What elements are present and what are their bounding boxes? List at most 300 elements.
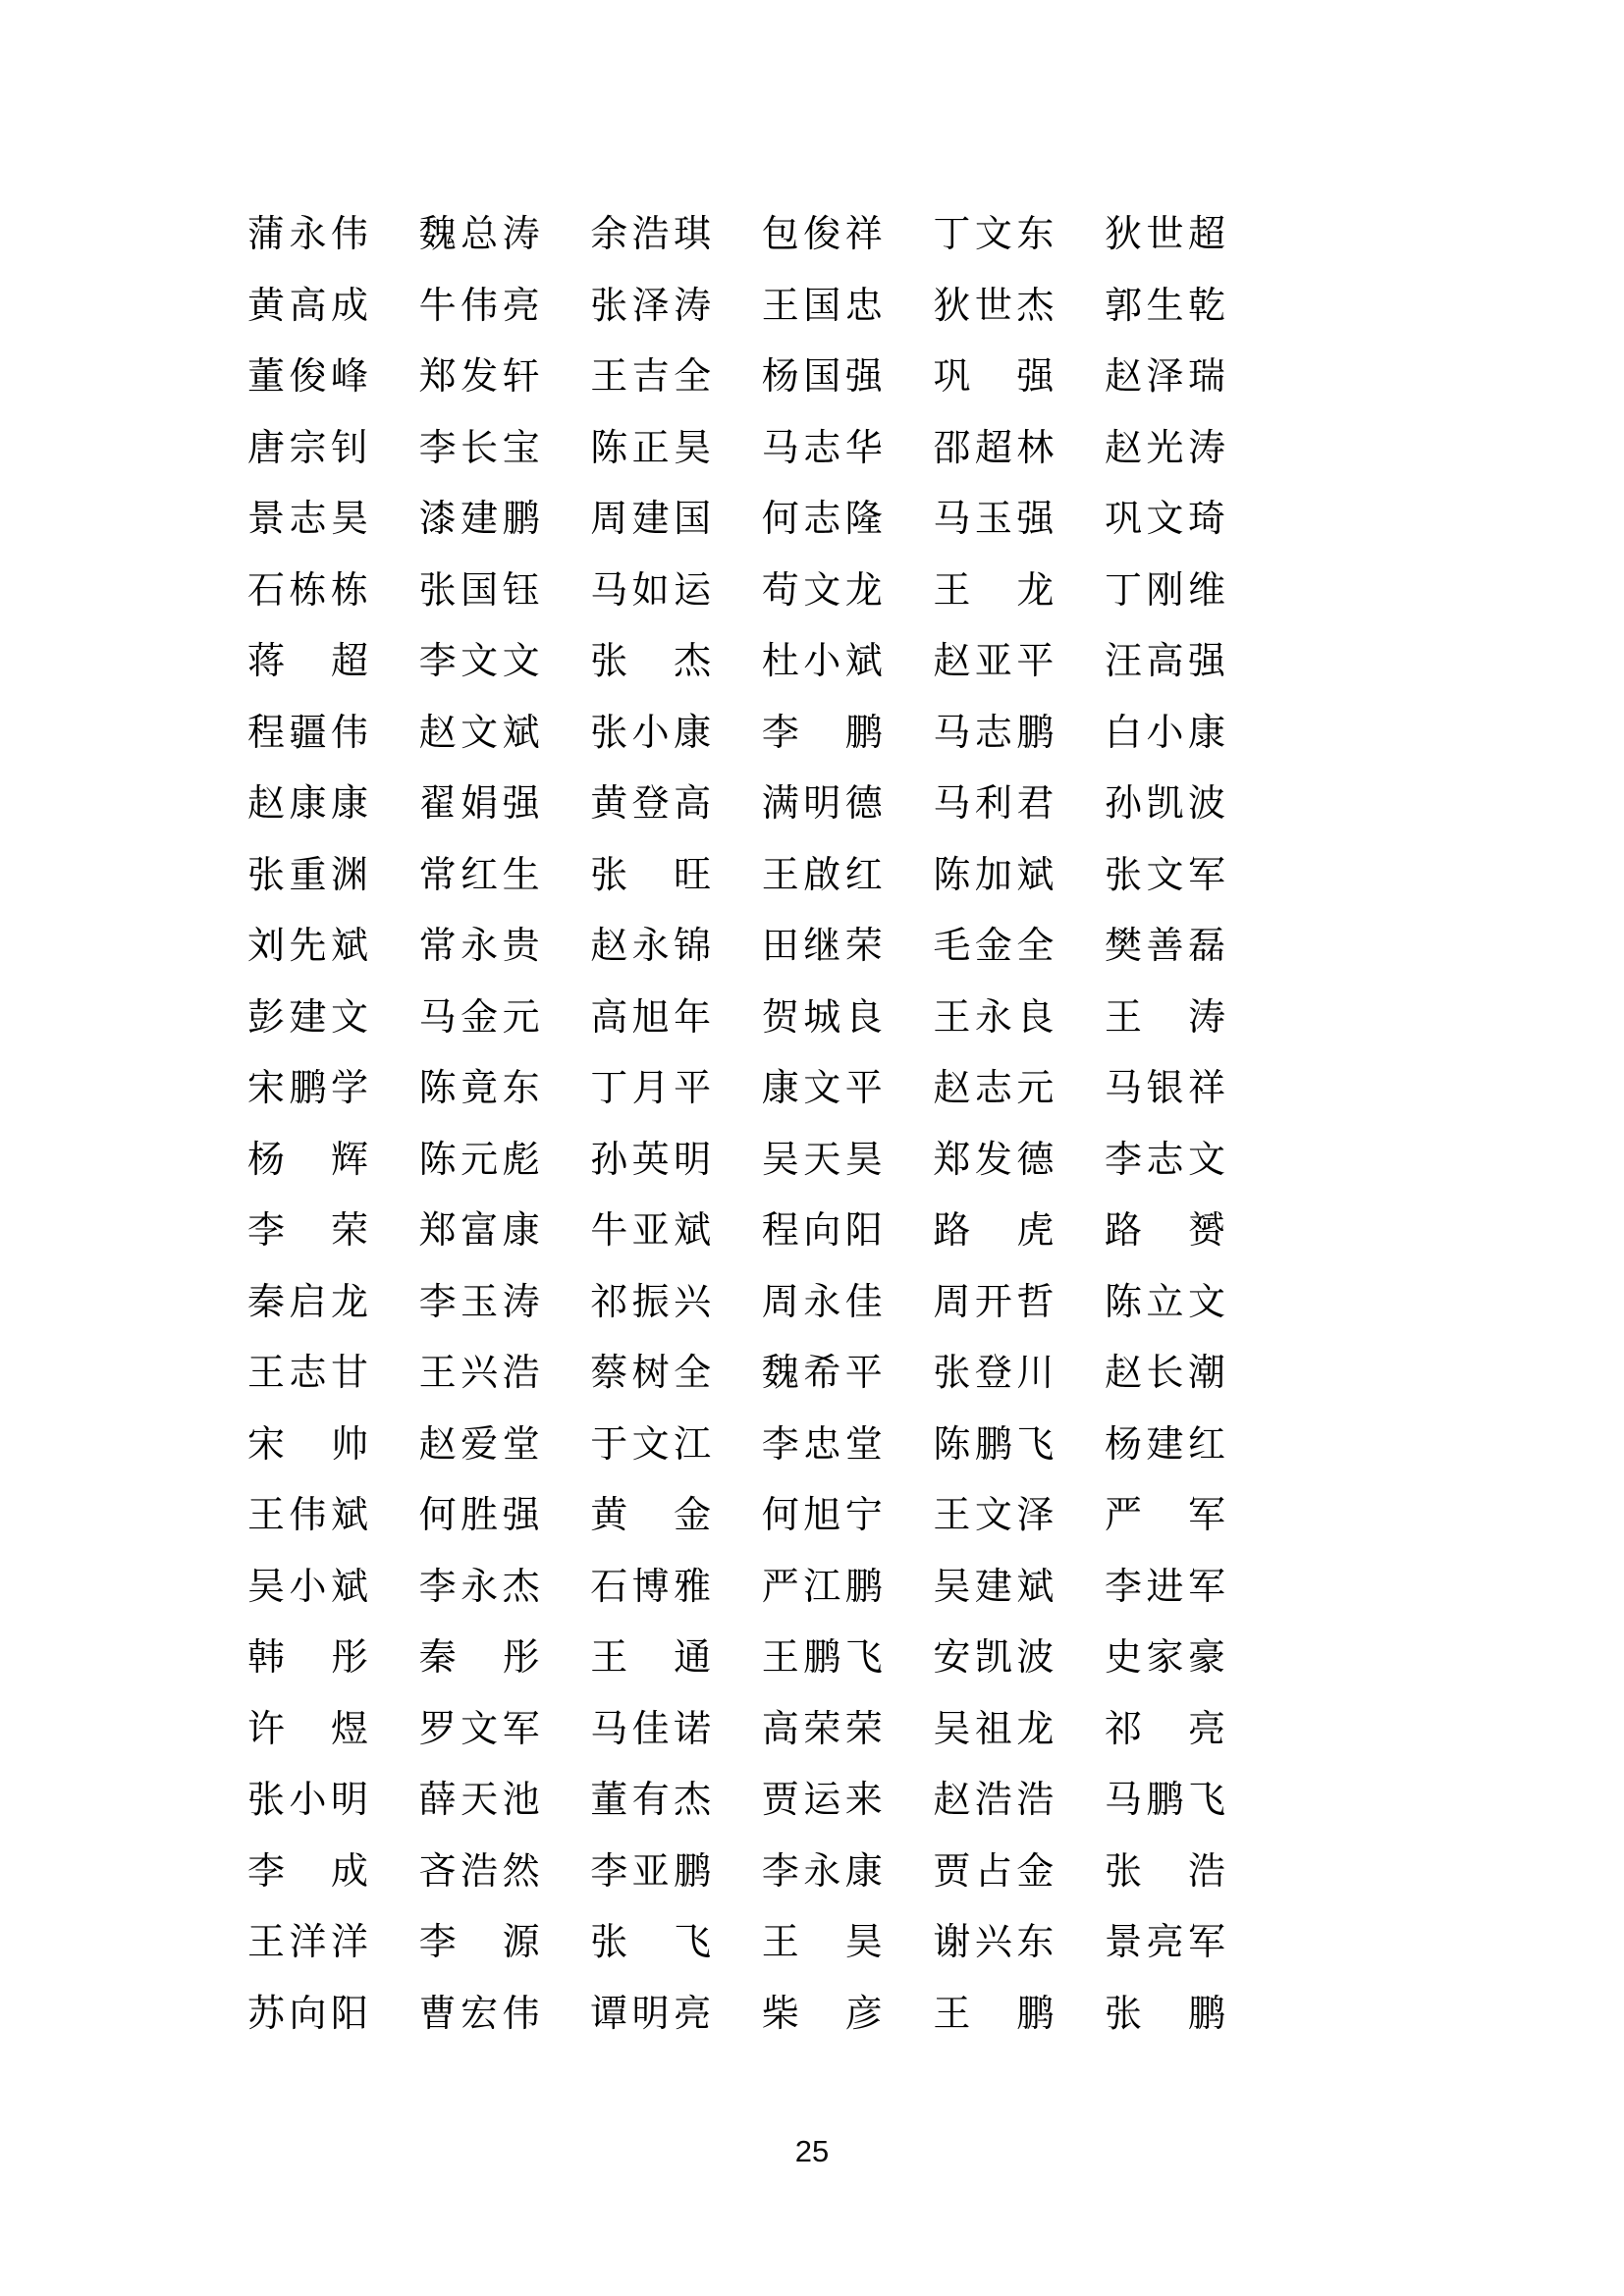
person-name: [590, 428, 711, 469]
name-char: 东: [1016, 1922, 1055, 1964]
name-char: 高: [590, 996, 628, 1039]
name-char: 许: [247, 1708, 286, 1750]
name-char: 年: [674, 996, 712, 1039]
name-char: 魏: [418, 214, 457, 255]
name-char: 景: [1104, 1922, 1142, 1964]
name-char: 总: [460, 214, 499, 255]
name-char: 鹏: [1016, 1993, 1055, 2035]
name-row: [247, 1353, 1225, 1424]
person-name: [933, 1922, 1054, 1963]
name-char: 丁: [1104, 569, 1142, 612]
name-char: 郭: [1104, 285, 1142, 327]
name-char: 秦: [247, 1281, 286, 1323]
person-name: [933, 1282, 1054, 1323]
name-char: 重: [289, 854, 327, 896]
name-char: 开: [974, 1281, 1012, 1323]
name-char: 兴: [974, 1922, 1012, 1964]
person-name: [419, 570, 540, 612]
person-name: [762, 997, 883, 1039]
person-name: [1105, 1282, 1225, 1323]
name-char: 常: [418, 854, 457, 896]
name-char: 王: [933, 996, 971, 1039]
name-char: 浩: [1187, 1850, 1225, 1893]
name-char: 志: [803, 499, 841, 541]
name-char: 吉: [631, 356, 670, 399]
name-char: 浩: [502, 1353, 540, 1395]
person-name: [419, 1709, 540, 1750]
name-char: 李: [761, 1423, 799, 1466]
name-char: 浩: [974, 1780, 1012, 1822]
name-char: 柴: [761, 1993, 799, 2035]
name-char: 康: [761, 1068, 799, 1110]
name-char: 李: [761, 1850, 799, 1893]
person-name: [590, 1068, 711, 1109]
name-char: 英: [631, 1139, 670, 1181]
name-char: 韩: [247, 1637, 286, 1680]
person-name: [933, 499, 1054, 540]
name-char: 吴: [247, 1566, 286, 1608]
person-name: [419, 499, 540, 540]
name-char: 凯: [1146, 783, 1184, 826]
name-char: 疆: [289, 712, 327, 754]
name-char: 马: [1104, 1780, 1142, 1822]
person-name: [933, 1140, 1054, 1181]
person-name: [247, 570, 368, 612]
name-char: 志: [289, 499, 327, 541]
name-char: 登: [631, 783, 670, 826]
name-char: 如: [631, 569, 670, 612]
name-char: 维: [1187, 569, 1225, 612]
name-row: [247, 1922, 1225, 1994]
name-char: 元: [460, 1139, 499, 1181]
name-char: 红: [460, 854, 499, 896]
name-char: 翟: [418, 783, 457, 826]
name-char: 牛: [418, 285, 457, 327]
person-name: [419, 1922, 540, 1963]
name-char: 佳: [631, 1708, 670, 1750]
person-name: [762, 499, 883, 540]
name-char: 高: [1146, 641, 1184, 683]
name-char: 马: [590, 569, 628, 612]
name-char: 林: [1016, 427, 1055, 469]
person-name: [590, 1210, 711, 1252]
name-char: 路: [1104, 1210, 1142, 1253]
name-row: [247, 1068, 1225, 1140]
name-char: 鹏: [289, 1068, 327, 1110]
name-char: 陈: [933, 854, 971, 896]
name-char: 伟: [502, 1993, 540, 2035]
name-char: 金: [974, 926, 1012, 968]
name-char: 文: [1146, 854, 1184, 896]
name-char: 贾: [933, 1850, 971, 1893]
name-char: 锦: [674, 926, 712, 968]
name-char: 苏: [247, 1993, 286, 2035]
person-name: [419, 1210, 540, 1252]
name-char: 田: [761, 926, 799, 968]
person-name: [1105, 926, 1225, 967]
person-name: [419, 286, 540, 327]
name-char: 阳: [844, 1210, 883, 1253]
name-row: [247, 214, 1225, 286]
name-char: 荣: [330, 1210, 368, 1253]
name-char: 龙: [1016, 1708, 1055, 1750]
name-char: 蔡: [590, 1353, 628, 1395]
person-name: [247, 783, 368, 825]
name-char: 康: [289, 783, 327, 826]
name-char: 赵: [1104, 356, 1142, 399]
person-name: [762, 1922, 883, 1963]
name-char: 浩: [631, 214, 670, 255]
name-char: 伟: [460, 285, 499, 327]
name-char: 文: [803, 1068, 841, 1110]
name-char: 文: [974, 1495, 1012, 1537]
person-name: [419, 1637, 540, 1679]
person-name: [1105, 1424, 1225, 1466]
name-char: 秦: [418, 1637, 457, 1680]
person-name: [247, 1567, 368, 1608]
person-name: [590, 1780, 711, 1821]
name-char: 红: [1187, 1423, 1225, 1466]
name-char: 兴: [674, 1281, 712, 1323]
name-row: [247, 1567, 1225, 1638]
name-char: 赵: [247, 783, 286, 826]
name-char: 薛: [418, 1780, 457, 1822]
name-char: 栋: [330, 569, 368, 612]
name-char: 国: [803, 356, 841, 399]
name-char: 赵: [418, 1423, 457, 1466]
name-char: 泽: [1016, 1495, 1055, 1537]
name-char: 军: [1187, 1495, 1225, 1537]
name-char: 启: [289, 1281, 327, 1323]
person-name: [762, 286, 883, 327]
name-char: 石: [590, 1566, 628, 1608]
person-name: [419, 1424, 540, 1466]
person-name: [1105, 1637, 1225, 1679]
name-char: 志: [803, 427, 841, 469]
name-char: 荣: [844, 926, 883, 968]
name-char: 瑞: [1187, 356, 1225, 399]
name-char: 董: [590, 1780, 628, 1822]
name-char: 景: [247, 499, 286, 541]
person-name: [933, 1780, 1054, 1821]
person-name: [590, 356, 711, 398]
name-char: 博: [631, 1566, 670, 1608]
name-char: 运: [674, 569, 712, 612]
name-char: 赵: [933, 641, 971, 683]
name-char: 平: [844, 1353, 883, 1395]
name-char: 路: [933, 1210, 971, 1253]
name-char: 雅: [674, 1566, 712, 1608]
name-char: 平: [844, 1068, 883, 1110]
person-name: [419, 1851, 540, 1893]
name-char: 蒲: [247, 214, 286, 255]
name-char: 文: [460, 641, 499, 683]
person-name: [933, 1068, 1054, 1109]
name-char: 谢: [933, 1922, 971, 1964]
name-char: 宏: [460, 1993, 499, 2035]
person-name: [933, 1994, 1054, 2035]
person-name: [762, 570, 883, 612]
name-char: 川: [1016, 1353, 1055, 1395]
person-name: [933, 570, 1054, 612]
person-name: [762, 1637, 883, 1679]
name-char: 生: [1146, 285, 1184, 327]
person-name: [933, 926, 1054, 967]
name-char: 小: [631, 712, 670, 754]
name-char: 平: [674, 1068, 712, 1110]
name-char: 平: [1016, 641, 1055, 683]
name-char: 忠: [844, 285, 883, 327]
name-char: 马: [933, 712, 971, 754]
name-char: 狄: [933, 285, 971, 327]
name-char: 金: [674, 1495, 712, 1537]
name-char: 彤: [502, 1637, 540, 1680]
name-char: 李: [247, 1210, 286, 1253]
person-name: [419, 1567, 540, 1608]
name-char: 世: [1146, 214, 1184, 255]
person-name: [247, 428, 368, 469]
name-char: 龙: [330, 1281, 368, 1323]
person-name: [762, 855, 883, 896]
name-char: 龙: [844, 569, 883, 612]
name-char: 志: [974, 1068, 1012, 1110]
person-name: [590, 1495, 711, 1536]
name-char: 磊: [1187, 926, 1225, 968]
person-name: [933, 1851, 1054, 1893]
name-char: 峰: [330, 356, 368, 399]
person-name: [762, 783, 883, 825]
name-char: 曹: [418, 1993, 457, 2035]
page-number: 25: [794, 2134, 830, 2168]
name-char: 孙: [590, 1139, 628, 1181]
name-char: 华: [844, 427, 883, 469]
name-char: 天: [460, 1780, 499, 1822]
name-char: 江: [674, 1423, 712, 1466]
name-char: 彭: [247, 996, 286, 1039]
person-name: [247, 855, 368, 896]
name-char: 马: [1104, 1068, 1142, 1110]
name-char: 豪: [1187, 1637, 1225, 1680]
name-char: 马: [933, 499, 971, 541]
person-name: [590, 1353, 711, 1394]
person-name: [247, 1851, 368, 1893]
name-row: [247, 926, 1225, 997]
name-char: 祁: [590, 1281, 628, 1323]
name-char: 王: [933, 1495, 971, 1537]
name-char: 东: [1016, 214, 1055, 255]
name-char: 严: [1104, 1495, 1142, 1537]
name-char: 亮: [1187, 1708, 1225, 1750]
name-char: 宗: [289, 427, 327, 469]
name-char: 张: [590, 712, 628, 754]
name-char: 甘: [330, 1353, 368, 1395]
person-name: [247, 1424, 368, 1466]
name-char: 金: [1016, 1850, 1055, 1893]
name-char: 李: [761, 712, 799, 754]
name-char: 龙: [1016, 569, 1055, 612]
name-char: 巩: [933, 356, 971, 399]
name-char: 文: [974, 214, 1012, 255]
name-char: 史: [1104, 1637, 1142, 1680]
person-name: [247, 1637, 368, 1679]
person-name: [590, 641, 711, 682]
name-char: 王: [761, 1922, 799, 1964]
name-char: 乾: [1187, 285, 1225, 327]
name-char: 哲: [1016, 1281, 1055, 1323]
person-name: [247, 1353, 368, 1394]
name-char: 张: [1104, 854, 1142, 896]
name-char: 发: [460, 356, 499, 399]
name-char: 堂: [502, 1423, 540, 1466]
name-row: [247, 1140, 1225, 1211]
name-char: 来: [844, 1780, 883, 1822]
name-char: 陈: [418, 1068, 457, 1110]
name-char: 高: [674, 783, 712, 826]
person-name: [762, 1424, 883, 1466]
person-name: [419, 997, 540, 1039]
name-char: 昊: [844, 1922, 883, 1964]
person-name: [933, 1709, 1054, 1750]
name-char: 渊: [330, 854, 368, 896]
person-name: [933, 1353, 1054, 1394]
name-char: 杨: [247, 1139, 286, 1181]
name-char: 虎: [1016, 1210, 1055, 1253]
person-name: [247, 641, 368, 682]
name-char: 立: [1146, 1281, 1184, 1323]
person-name: [419, 1140, 540, 1181]
name-char: 东: [502, 1068, 540, 1110]
name-char: 元: [1016, 1068, 1055, 1110]
name-char: 康: [844, 1850, 883, 1893]
name-char: 文: [502, 641, 540, 683]
name-char: 周: [761, 1281, 799, 1323]
name-char: 飞: [674, 1922, 712, 1964]
person-name: [247, 713, 368, 754]
person-name: [247, 1709, 368, 1750]
person-name: [933, 1567, 1054, 1608]
name-char: 文: [1187, 1139, 1225, 1181]
person-name: [933, 1637, 1054, 1679]
person-name: [762, 1567, 883, 1608]
name-char: 毛: [933, 926, 971, 968]
name-char: 康: [1187, 712, 1225, 754]
name-char: 伟: [289, 1495, 327, 1537]
name-char: 文: [1146, 499, 1184, 541]
name-char: 永: [631, 926, 670, 968]
person-name: [1105, 1495, 1225, 1536]
name-char: 钊: [330, 427, 368, 469]
person-name: [1105, 1780, 1225, 1821]
name-char: 李: [418, 641, 457, 683]
name-char: 明: [330, 1780, 368, 1822]
name-char: 昊: [330, 499, 368, 541]
person-name: [933, 286, 1054, 327]
name-char: 浩: [1016, 1780, 1055, 1822]
name-char: 玉: [460, 1281, 499, 1323]
name-char: 全: [674, 1353, 712, 1395]
name-char: 永: [460, 926, 499, 968]
name-char: 王: [761, 285, 799, 327]
name-char: 赵: [418, 712, 457, 754]
name-char: 全: [674, 356, 712, 399]
name-char: 先: [289, 926, 327, 968]
name-char: 光: [1146, 427, 1184, 469]
person-name: [1105, 570, 1225, 612]
name-char: 谭: [590, 1993, 628, 2035]
name-char: 彪: [502, 1139, 540, 1181]
person-name: [933, 783, 1054, 825]
person-name: [419, 1282, 540, 1323]
name-char: 洋: [330, 1922, 368, 1964]
name-char: 亚: [974, 641, 1012, 683]
name-row: [247, 641, 1225, 713]
name-char: 郑: [418, 356, 457, 399]
name-char: 斌: [1016, 1566, 1055, 1608]
name-char: 浩: [460, 1850, 499, 1893]
name-char: 明: [803, 783, 841, 826]
name-char: 张: [1104, 1850, 1142, 1893]
name-char: 王: [933, 1993, 971, 2035]
name-char: 永: [460, 1566, 499, 1608]
person-name: [247, 286, 368, 327]
name-char: 文: [460, 1708, 499, 1750]
name-char: 康: [330, 783, 368, 826]
person-name: [933, 214, 1054, 255]
name-char: 李: [1104, 1139, 1142, 1181]
name-char: 树: [631, 1353, 670, 1395]
person-name: [247, 499, 368, 540]
name-char: 超: [1187, 214, 1225, 255]
name-char: 向: [803, 1210, 841, 1253]
person-name: [762, 1068, 883, 1109]
name-char: 丁: [590, 1068, 628, 1110]
name-char: 小: [289, 1566, 327, 1608]
person-name: [762, 356, 883, 398]
name-char: 亚: [631, 1210, 670, 1253]
name-char: 于: [590, 1423, 628, 1466]
name-char: 王: [1104, 996, 1142, 1039]
name-char: 旺: [674, 854, 712, 896]
name-char: 志: [289, 1353, 327, 1395]
person-name: [419, 356, 540, 398]
name-char: 高: [761, 1708, 799, 1750]
name-char: 张: [418, 569, 457, 612]
person-name: [1105, 1851, 1225, 1893]
person-name: [1105, 1068, 1225, 1109]
person-name: [933, 997, 1054, 1039]
person-name: [933, 641, 1054, 682]
person-name: [1105, 1140, 1225, 1181]
name-char: 月: [631, 1068, 670, 1110]
name-char: 胜: [460, 1495, 499, 1537]
name-char: 魏: [761, 1353, 799, 1395]
name-char: 强: [1187, 641, 1225, 683]
person-name: [1105, 783, 1225, 825]
person-name: [590, 855, 711, 896]
name-char: 池: [502, 1780, 540, 1822]
person-name: [1105, 713, 1225, 754]
name-char: 涛: [1187, 427, 1225, 469]
name-char: 张: [590, 1922, 628, 1964]
name-char: 李: [418, 427, 457, 469]
name-char: 鹏: [1146, 1780, 1184, 1822]
name-char: 旭: [631, 996, 670, 1039]
name-char: 王: [761, 854, 799, 896]
name-char: 登: [974, 1353, 1012, 1395]
name-char: 正: [631, 427, 670, 469]
name-char: 进: [1146, 1566, 1184, 1608]
name-char: 王: [933, 569, 971, 612]
